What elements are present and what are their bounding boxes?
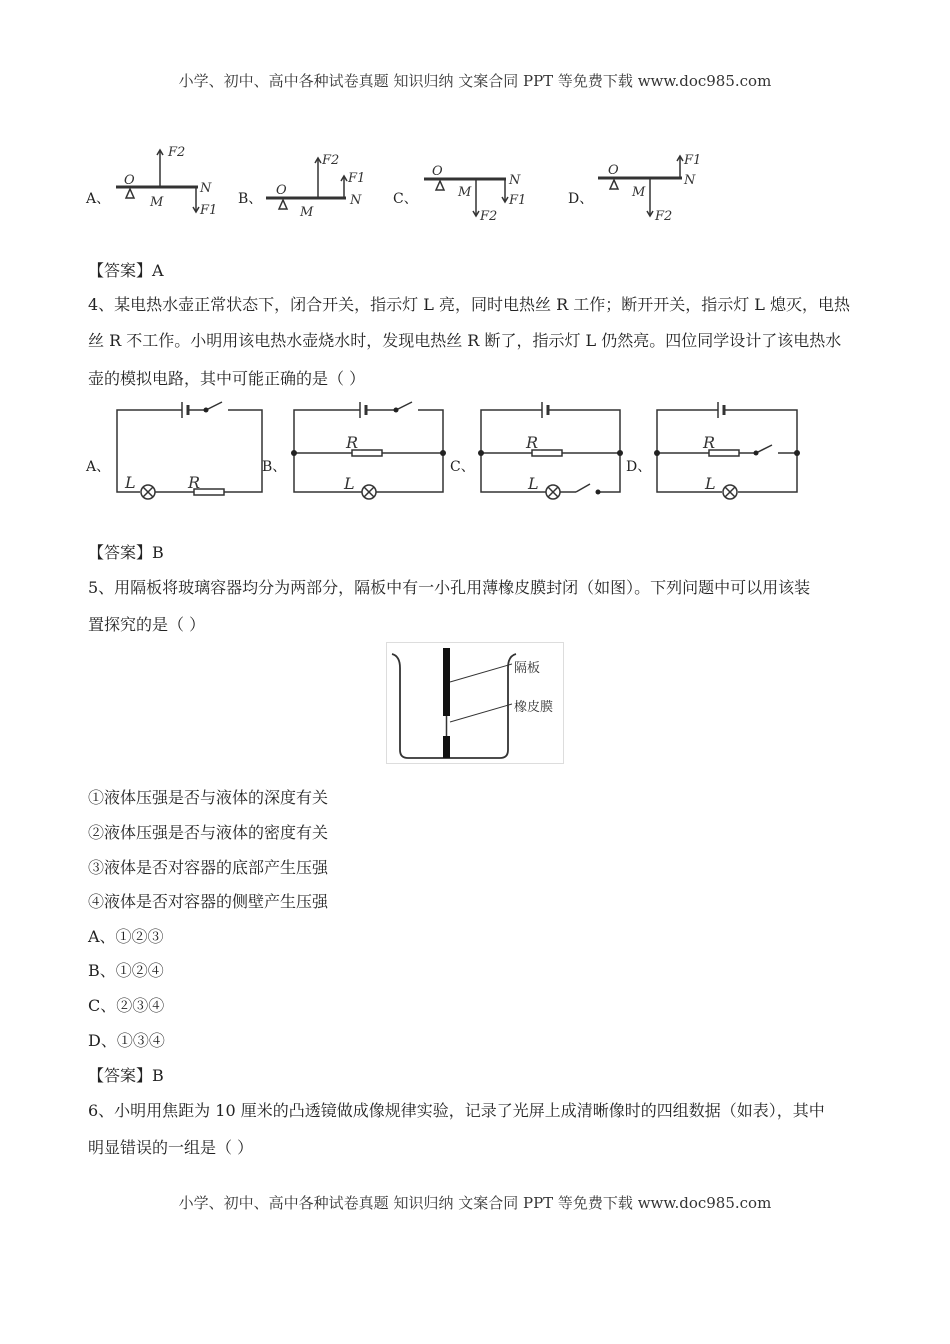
q3d-label-f1: F1 — [684, 153, 702, 168]
q3d-label-f2: F2 — [655, 209, 673, 224]
q5-label-membrane: 橡皮膜 — [514, 700, 554, 715]
q4d-label-r: R — [703, 433, 716, 452]
q5-statement-2: ②液体压强是否与液体的密度有关 — [88, 823, 329, 842]
q3b-label-o: O — [276, 183, 287, 198]
q3d-label-n: N — [684, 173, 696, 188]
q5-container-figure — [386, 642, 564, 764]
q4b-label-r: R — [346, 433, 359, 452]
q3-option-a: A、 — [86, 191, 111, 207]
q5-choice-d: D、①③④ — [88, 1031, 165, 1050]
q5-choice-a: A、①②③ — [88, 927, 164, 946]
q4b-label-l: L — [344, 474, 355, 493]
page-footer: 小学、初中、高中各种试卷真题 知识归纳 文案合同 PPT 等免费下载 www.doc985.com — [178, 1194, 772, 1212]
q3d-label-m: M — [632, 185, 646, 200]
q4-option-c: C、 — [450, 459, 475, 475]
q3b-label-f1: F1 — [348, 171, 366, 186]
q5-line-1: 5、用隔板将玻璃容器均分为两部分，隔板中有一小孔用薄橡皮膜封闭（如图）。下列问题中可以用该装 — [88, 578, 811, 597]
q3a-label-m: M — [150, 195, 164, 210]
q6-line-2: 明显错误的一组是（ ） — [88, 1138, 254, 1157]
q4c-label-l: L — [528, 474, 539, 493]
q3-lever-diagrams — [0, 140, 950, 230]
q3b-label-m: M — [300, 205, 314, 220]
q3-option-b: B、 — [238, 191, 263, 207]
q5-choice-c: C、②③④ — [88, 996, 165, 1015]
q3c-label-o: O — [432, 164, 443, 179]
q6-line-1: 6、小明用焦距为 10 厘米的凸透镜做成像规律实验，记录了光屏上成清晰像时的四组数据（如表），其中 — [88, 1101, 825, 1120]
q5-statement-3: ③液体是否对容器的底部产生压强 — [88, 858, 329, 877]
q3-option-c: C、 — [393, 191, 418, 207]
q3d-label-o: O — [608, 163, 619, 178]
q4-option-b: B、 — [262, 459, 287, 475]
q4-line-2: 丝 R 不工作。小明用该电热水壶烧水时，发现电热丝 R 断了，指示灯 L 仍然亮。四位同学设计了该电热水 — [88, 331, 842, 350]
page-header: 小学、初中、高中各种试卷真题 知识归纳 文案合同 PPT 等免费下载 www.doc985.com — [178, 72, 772, 90]
q5-statement-1: ①液体压强是否与液体的深度有关 — [88, 788, 329, 807]
q3b-label-f2: F2 — [322, 153, 340, 168]
q5-line-2: 置探究的是（ ） — [88, 615, 206, 634]
q5-label-partition: 隔板 — [514, 661, 541, 676]
q3a-label-f2: F2 — [168, 145, 186, 160]
q3a-label-f1: F1 — [200, 203, 218, 218]
q5-answer: 【答案】B — [88, 1066, 164, 1085]
q5-choice-b: B、①②④ — [88, 961, 164, 980]
q4-circuit-diagrams — [0, 398, 950, 508]
q3a-label-n: N — [200, 181, 212, 196]
q5-statement-4: ④液体是否对容器的侧壁产生压强 — [88, 892, 329, 911]
q4a-label-r: R — [188, 473, 201, 492]
q4c-label-r: R — [526, 433, 539, 452]
q3-answer: 【答案】A — [88, 261, 164, 280]
q3c-label-f2: F2 — [480, 209, 498, 224]
q4-line-1: 4、某电热水壶正常状态下，闭合开关，指示灯 L 亮，同时电热丝 R 工作；断开开关，指示灯 L 熄灭，电热 — [88, 295, 850, 314]
q3-option-d: D、 — [568, 191, 594, 207]
q3c-label-m: M — [458, 185, 472, 200]
q4-line-3: 壶的模拟电路，其中可能正确的是（ ） — [88, 369, 366, 388]
q4-answer: 【答案】B — [88, 543, 164, 562]
q4d-label-l: L — [705, 474, 716, 493]
q3c-label-f1: F1 — [509, 193, 527, 208]
q4-option-a: A、 — [86, 459, 111, 475]
q3a-label-o: O — [124, 173, 135, 188]
q4a-label-l: L — [125, 473, 136, 492]
q4-option-d: D、 — [626, 459, 652, 475]
q3c-label-n: N — [509, 173, 521, 188]
q3b-label-n: N — [350, 193, 362, 208]
